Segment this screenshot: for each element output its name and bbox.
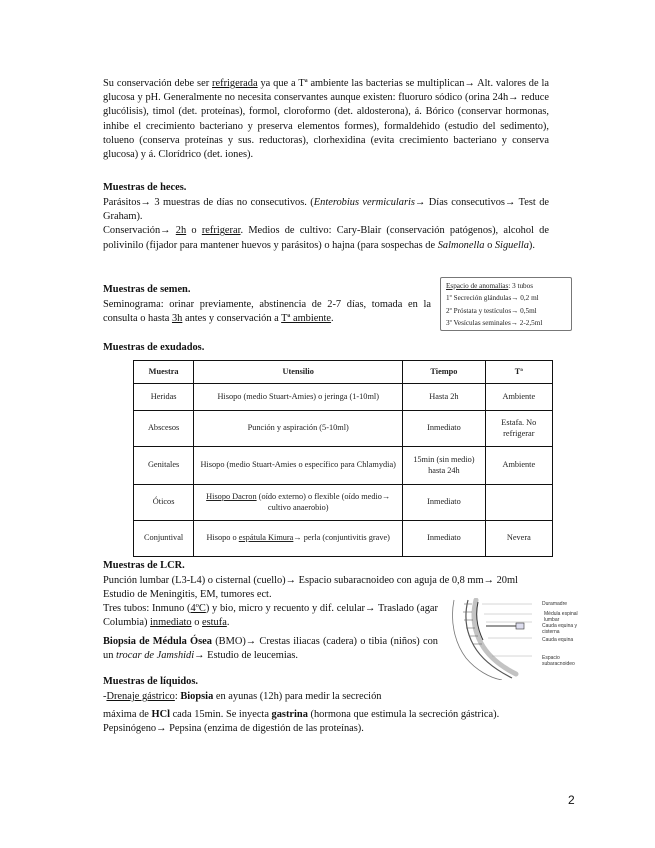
figure-label: Cauda equina y cisterna <box>542 623 578 635</box>
semen-paragraph <box>103 298 431 326</box>
text-underlined: 3h <box>171 313 183 325</box>
text: . <box>226 617 230 629</box>
table-row <box>134 521 553 557</box>
box-line: 2º Próstata y testículos→ 0,5ml <box>446 306 537 315</box>
text: : <box>174 691 181 702</box>
text-bold: HCl <box>151 709 170 720</box>
text: - <box>103 691 107 702</box>
text: → perla (conjuntivitis grave) <box>293 533 390 543</box>
table-cell: Genitales <box>134 447 194 485</box>
table-cell: Estafa. No refrigerar <box>485 411 552 447</box>
text-italic: Salmonella <box>437 239 485 251</box>
table-cell <box>485 485 552 521</box>
text: Su conservación debe ser <box>103 78 213 89</box>
table-cell: Hisopo (medio Stuart-Amies o específico para Chlamydia) <box>194 447 403 485</box>
table-cell: Nevera <box>485 521 552 557</box>
text-underlined: Hisopo Dacron <box>206 492 257 501</box>
table-cell: Inmediato <box>403 521 485 557</box>
table-header-row <box>134 361 553 384</box>
liquidos-line-2 <box>103 708 549 722</box>
table-cell: Abscesos <box>134 411 194 447</box>
text-italic: trocar de Jamshidi <box>116 650 195 662</box>
text: Seminograma: orinar previamente, abstinencia de 2-7 días, tomada en la consulta o hasta <box>103 299 431 325</box>
text-underlined: Espacio de anomalías <box>446 282 509 290</box>
text: Hisopo o <box>206 533 239 543</box>
page-number: 2 <box>568 793 575 807</box>
text: → Días consecutivos→ Test de Graham). <box>103 197 550 223</box>
text: (oído externo) o flexible (oído medio→ cultivo anaerobio) <box>256 492 391 512</box>
text: cada 15min. Se inyecta <box>169 709 272 720</box>
text: : 3 tubos <box>508 282 534 290</box>
text-underlined: estufa <box>202 617 227 629</box>
conservation-paragraph <box>103 77 549 162</box>
text: ya que a Tª ambiente las bacterias se multiplican→ Alt. valores de la glucosa y pH. Generalmente no necesita conservantes aunque existen: fluoruro sódico (orina 24h→ reduce glucólisis), timol (det. proteínas), formol, cloroformo (det. aldosterona), á. Bórico (conservar hormonas, inhibe el crecimiento bacteriano y preserva elementos formes), formaldehido (estudio del sedimento), tolueno (conserva proteínas y sus. reductoras), clorhexidina (evita crecimiento bacteriano y conserva glucosa) y á. Clorídrico (det. iones). <box>103 78 549 161</box>
table-cell: Óticos <box>134 485 194 521</box>
table-row <box>134 384 553 411</box>
text: . Medios de cultivo: Cary-Blair (conservación patógenos), alcohol de polivinilo (fijador para mantener huevos y parásitos) o hajna (para sospechas de <box>103 225 549 251</box>
section-heading-heces: Muestras de heces. <box>103 182 187 193</box>
section-heading-lcr: Muestras de LCR. <box>103 560 185 571</box>
section-heading-liquidos: Muestras de líquidos. <box>103 676 198 687</box>
text-underlined: refrigerada <box>212 78 258 89</box>
text-underlined: espátula Kimura <box>238 533 294 543</box>
text-underlined: Tª ambiente <box>281 313 332 325</box>
box-line: 1º Secreción glándulas→ 0,2 ml <box>446 294 539 303</box>
heces-paragraph <box>103 196 549 253</box>
text-underlined: refrigerar <box>201 225 241 237</box>
text: Tres tubos: Inmuno ( <box>103 603 191 614</box>
lcr-paragraph-tubos <box>103 602 438 630</box>
text: → Estudio de leucemias. <box>194 650 299 662</box>
figure-label: Duramadre <box>542 601 568 607</box>
liquidos-line-1 <box>103 690 443 704</box>
table-cell <box>194 485 403 521</box>
text-bold: Biopsia <box>180 691 214 702</box>
text-underlined: 4ºC <box>190 603 206 614</box>
table-row <box>134 447 553 485</box>
text: máxima de <box>103 709 152 720</box>
text: en ayunas (12h) para medir la secreción <box>213 691 382 702</box>
text: . <box>331 313 334 325</box>
spinal-puncture-figure <box>446 598 586 680</box>
text: ) y bio, micro y recuento y dif. celular→ Traslado (agar Columbia) <box>103 603 439 629</box>
exudados-table <box>133 360 553 557</box>
text: (BMO)→ Crestas iliacas (cadera) o tibia (niños) con un <box>103 636 438 662</box>
semen-info-box <box>440 277 572 331</box>
text-bold: gastrina <box>271 709 308 720</box>
column-header: Utensilio <box>194 361 403 384</box>
text-bold: Biopsia de Médula Ósea <box>103 636 212 647</box>
lcr-line-1: Punción lumbar (L3-L4) o cisternal (cuello)→ Espacio subaracnoideo con aguja de 0,8 mm→ 20ml <box>103 575 518 586</box>
figure-label: Espacio subaracnoideo <box>542 655 575 667</box>
text: o <box>484 239 495 251</box>
text: Parásitos→ 3 muestras de días no consecutivos. ( <box>103 197 314 208</box>
table-cell: Ambiente <box>485 447 552 485</box>
table-cell: Inmediato <box>403 485 485 521</box>
text-underlined: inmediato <box>150 617 192 629</box>
figure-label: Cauda equina <box>542 637 574 643</box>
text: antes y conservación a <box>182 313 282 325</box>
box-title <box>446 280 566 292</box>
table-cell <box>194 521 403 557</box>
section-heading-exudados: Muestras de exudados. <box>103 342 205 353</box>
table-cell: Punción y aspiración (5-10ml) <box>194 411 403 447</box>
column-header: Tª <box>485 361 552 384</box>
liquidos-line-3: Pepsinógeno→ Pepsina (enzima de digestión de las proteínas). <box>103 723 364 734</box>
table-cell: Ambiente <box>485 384 552 411</box>
text-italic: Enterobius vermicularis <box>313 197 415 208</box>
table-row <box>134 485 553 521</box>
figure-label: Médula espinal lumbar <box>544 611 578 623</box>
lcr-paragraph-biopsia <box>103 635 438 663</box>
table-cell: Hasta 2h <box>403 384 485 411</box>
table-cell: Inmediato <box>403 411 485 447</box>
heces-line-2 <box>103 224 549 252</box>
text: Conservación→ <box>103 225 176 237</box>
column-header: Muestra <box>134 361 194 384</box>
text-italic: Siguella <box>494 239 529 251</box>
section-heading-semen: Muestras de semen. <box>103 284 191 295</box>
column-header: Tiempo <box>403 361 485 384</box>
table-row <box>134 411 553 447</box>
text: o <box>186 225 202 237</box>
table-cell: Heridas <box>134 384 194 411</box>
heces-line-1 <box>103 196 549 224</box>
table-cell: Hisopo (medio Stuart-Amies) o jeringa (1-10ml) <box>194 384 403 411</box>
text: ). <box>528 239 535 251</box>
lcr-line-2: Estudio de Meningitis, EM, tumores ect. <box>103 589 272 600</box>
table-cell: Conjuntival <box>134 521 194 557</box>
text: o <box>191 617 202 629</box>
text-underlined: 2h <box>175 225 187 237</box>
text: (hormona que estimula la secreción gástrica). <box>307 709 500 720</box>
table-cell: 15min (sin medio) hasta 24h <box>403 447 485 485</box>
box-line: 3º Vesículas seminales→ 2-2,5ml <box>446 319 543 328</box>
text-underlined: Drenaje gástrico <box>106 691 175 702</box>
